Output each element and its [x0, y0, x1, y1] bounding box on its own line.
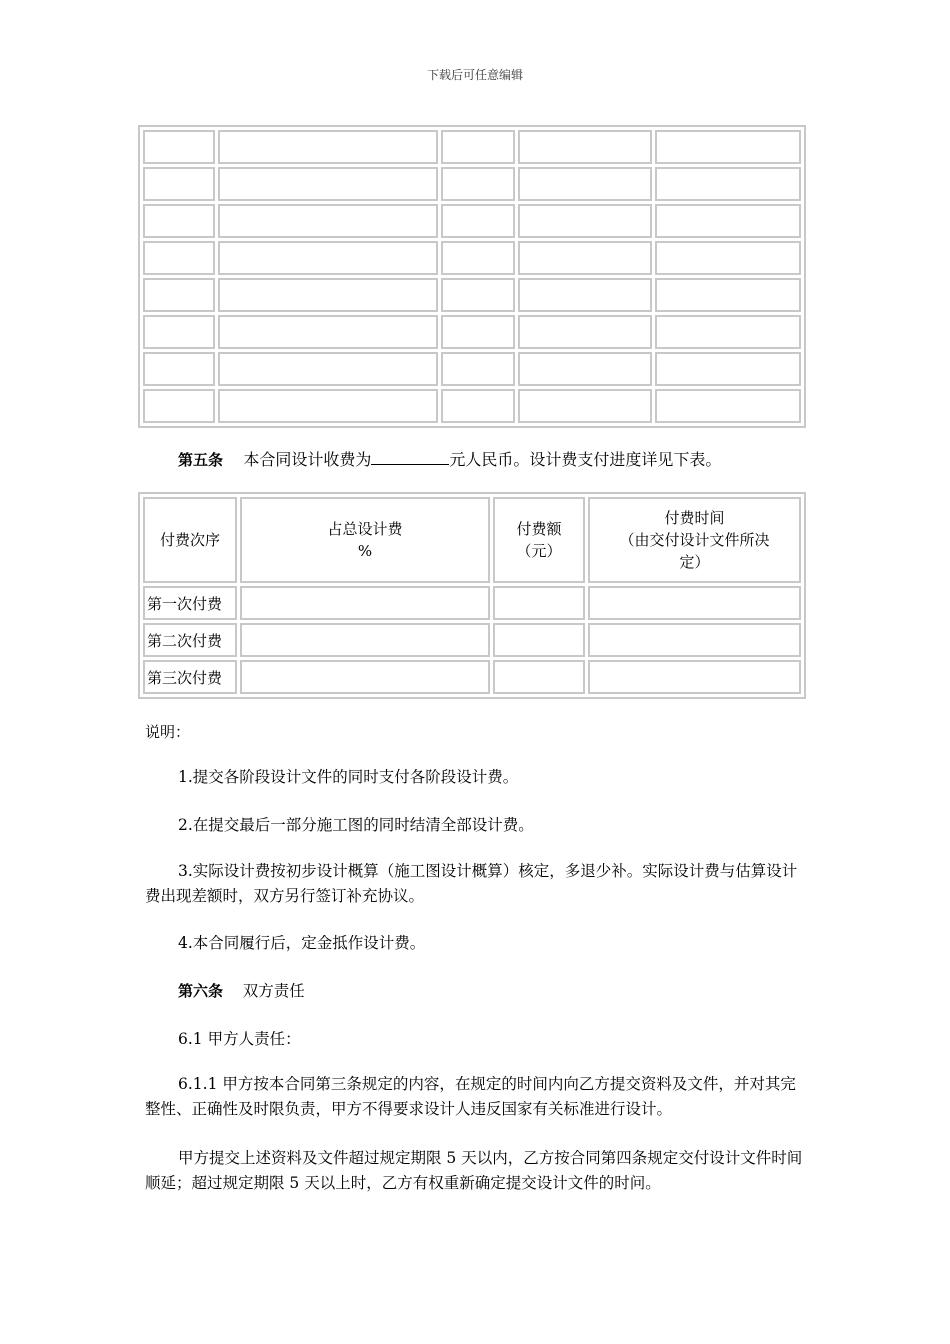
table-cell	[143, 352, 215, 386]
table-cell	[493, 660, 585, 694]
table-cell	[218, 130, 438, 164]
table-row	[143, 389, 801, 423]
payment-label: 第三次付费	[143, 660, 237, 694]
table-cell	[143, 389, 215, 423]
table-row	[143, 660, 801, 694]
table-cell	[143, 315, 215, 349]
table-cell	[218, 204, 438, 238]
table-cell	[143, 167, 215, 201]
article-6-label: 第六条	[178, 982, 224, 1000]
table-row	[143, 278, 801, 312]
table-cell	[143, 241, 215, 275]
table-cell	[143, 130, 215, 164]
article-6-heading	[178, 979, 805, 1004]
table-cell	[493, 623, 585, 657]
table-cell	[218, 315, 438, 349]
table-cell	[441, 167, 515, 201]
schedule-table	[138, 125, 806, 428]
header-label: 占总设计费 %	[327, 520, 403, 560]
header-cell-time	[588, 497, 801, 583]
payment-schedule-table	[138, 492, 806, 699]
table-row	[143, 130, 801, 164]
table-cell	[655, 315, 801, 349]
table-cell	[518, 278, 652, 312]
table-cell	[588, 623, 801, 657]
table-cell	[218, 389, 438, 423]
table-cell	[218, 278, 438, 312]
table-cell	[240, 623, 490, 657]
article-5-text-before: 本合同设计收费为	[243, 450, 372, 469]
note-item: 2.在提交最后一部分施工图的同时结清全部设计费。	[178, 816, 534, 834]
table-cell	[588, 586, 801, 620]
article-5	[178, 447, 721, 470]
table-cell	[518, 241, 652, 275]
table-cell	[441, 389, 515, 423]
header-label: 付费次序	[159, 531, 220, 549]
article-6-title: 双方责任	[242, 982, 305, 1000]
table-cell	[240, 586, 490, 620]
table-cell	[218, 241, 438, 275]
table-cell	[218, 352, 438, 386]
fee-amount-blank[interactable]	[371, 448, 449, 465]
section-6-1: 6.1 甲方人责任：	[178, 1030, 301, 1048]
table-cell	[240, 660, 490, 694]
table-cell	[143, 278, 215, 312]
note-item: 1.提交各阶段设计文件的同时支付各阶段设计费。	[178, 768, 519, 786]
note-item: 4.本合同履行后，定金抵作设计费。	[178, 934, 426, 952]
table-cell	[441, 204, 515, 238]
table-cell	[143, 204, 215, 238]
payment-label: 第一次付费	[143, 586, 237, 620]
table-row	[143, 352, 801, 386]
article-5-text-after: 元人民币。设计费支付进度详见下表。	[449, 450, 722, 469]
table-row	[143, 204, 801, 238]
payment-label: 第二次付费	[143, 623, 237, 657]
table-row	[143, 241, 801, 275]
table-cell	[588, 660, 801, 694]
table-cell	[493, 586, 585, 620]
table-cell	[655, 130, 801, 164]
article-5-label: 第五条	[178, 451, 224, 469]
header-cell-amount	[493, 497, 585, 583]
table-row	[143, 315, 801, 349]
header-label: 付费额 （元）	[516, 520, 562, 560]
table-row	[143, 586, 801, 620]
table-cell	[655, 167, 801, 201]
table-cell	[655, 278, 801, 312]
notes-title: 说明：	[145, 723, 191, 741]
header-cell-order	[143, 497, 237, 583]
table-cell	[655, 389, 801, 423]
table-cell	[518, 130, 652, 164]
page-header: 下载后可任意编辑	[426, 68, 523, 82]
table-cell	[441, 315, 515, 349]
table-row	[143, 167, 801, 201]
table-cell	[655, 241, 801, 275]
table-cell	[655, 204, 801, 238]
table-cell	[518, 315, 652, 349]
table-row	[143, 623, 801, 657]
header-cell-percent	[240, 497, 490, 583]
table-cell	[441, 278, 515, 312]
table-cell	[518, 389, 652, 423]
paragraph-6-1-1: 6.1.1 甲方按本合同第三条规定的内容，在规定的时间内向乙方提交资料及文件，并对其完整性、正确性及时限负责，甲方不得要求设计人违反国家有关标准进行设计。	[145, 1075, 796, 1118]
paragraph-delay: 甲方提交上述资料及文件超过规定期限 5 天以内，乙方按合同第四条规定交付设计文件时间顺延；超过规定期限 5 天以上时，乙方有权重新确定提交设计文件的时问。	[145, 1149, 803, 1192]
note-item: 3.实际设计费按初步设计概算（施工图设计概算）核定，多退少补。实际设计费与估算设计费出现差额时，双方另行签订补充协议。	[145, 862, 798, 905]
header-label: 付费时间 （由交付设计文件所决定）	[619, 509, 770, 571]
table-header-row	[143, 497, 801, 583]
table-cell	[441, 130, 515, 164]
table-cell	[218, 167, 438, 201]
table-cell	[441, 241, 515, 275]
table-cell	[518, 204, 652, 238]
table-cell	[518, 352, 652, 386]
table-cell	[518, 167, 652, 201]
table-cell	[655, 352, 801, 386]
table-cell	[441, 352, 515, 386]
